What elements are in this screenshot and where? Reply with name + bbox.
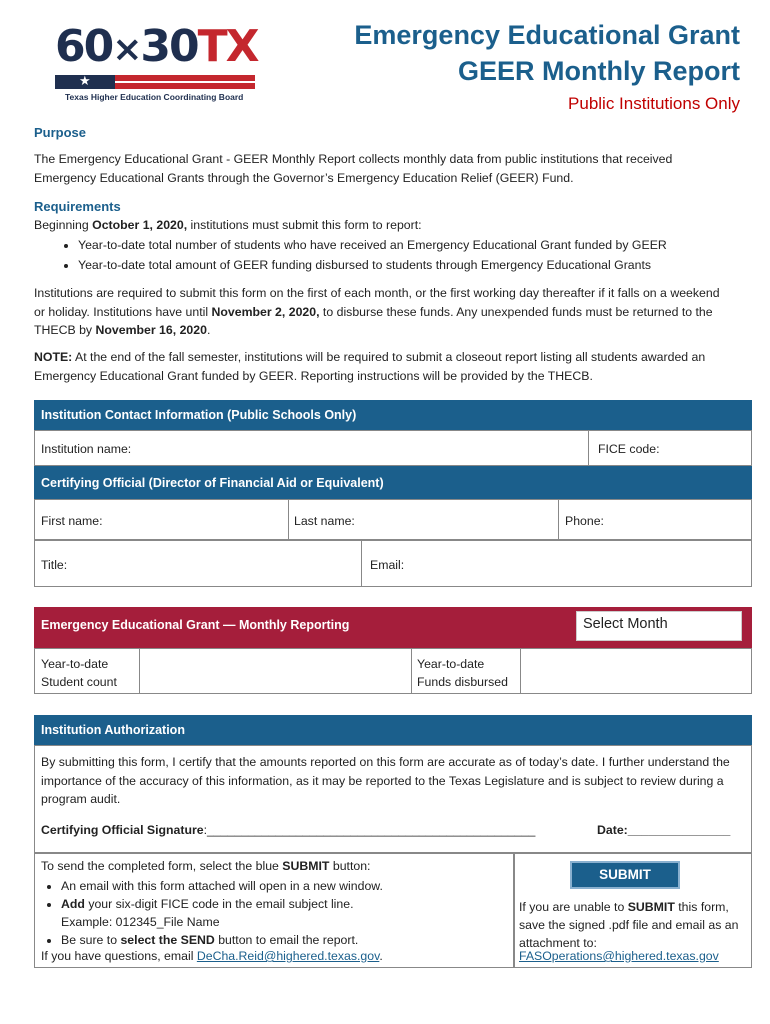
last-name-label: Last name: — [294, 514, 355, 528]
page-subtitle: Public Institutions Only — [568, 94, 740, 113]
first-name-label: First name: — [41, 514, 103, 528]
fas-operations-email-link[interactable]: FASOperations@highered.texas.gov — [519, 949, 719, 963]
first-name-field[interactable] — [107, 504, 285, 536]
authorization-text: By submitting this form, I certify that the amounts reported on this form are accurate as of today’s date. I further understand the importance of the accuracy of this information, as it may be reported to the Texas Legislature and is subject to review during a program audit. — [41, 755, 730, 806]
divider — [288, 500, 289, 539]
requirements-deadlines: Institutions are required to submit this form on the first of each month, or the first working day thereafter if it falls on a weekend or holiday. Institutions have until November 2, 2020, to disburse these funds. Any unexpended funds must be returned to the THECB by November 16, 2020. — [34, 286, 720, 337]
submit-instructions-box — [34, 853, 514, 968]
email-field[interactable] — [413, 545, 748, 583]
phone-label: Phone: — [565, 514, 604, 528]
submit-button[interactable]: SUBMIT — [570, 861, 680, 889]
questions-email-link[interactable]: DeCha.Reid@highered.texas.gov — [196, 949, 380, 963]
authorization-box — [34, 745, 752, 853]
note-paragraph: NOTE: At the end of the fall semester, institutions will be required to submit a closeout report listing all students awarded an Emergency Educational Grant funded by GEER. Reporting instructions will be provided by the THECB. — [34, 350, 706, 383]
official-contact-row — [34, 540, 752, 587]
page-title-line2: GEER Monthly Report — [458, 56, 740, 86]
logo-text-60: 60 — [55, 21, 113, 72]
funds-disbursed-field[interactable] — [522, 651, 750, 691]
official-name-row — [34, 499, 752, 540]
signature-line — [41, 823, 535, 837]
email-label: Email: — [370, 558, 405, 572]
divider — [588, 431, 589, 465]
phone-field[interactable] — [613, 504, 748, 536]
funds-disbursed-label: Year-to-date Funds disbursed — [417, 657, 508, 689]
list-item: • Add your six-digit FICE code in the email subject line. Example: 012345_File Name — [61, 895, 510, 931]
institution-name-field[interactable] — [145, 435, 585, 462]
logo-text-30: 30 — [140, 21, 198, 72]
instructions-intro: To send the completed form, select the blue SUBMIT button: — [41, 859, 371, 873]
list-item: • Be sure to select the SEND button to email the report. — [61, 931, 510, 949]
official-section-bar: Certifying Official (Director of Financial Aid or Equivalent) — [34, 466, 752, 499]
thecb-logo — [55, 22, 260, 104]
institution-name-label: Institution name: — [41, 442, 132, 456]
divider — [361, 541, 362, 586]
fice-code-label: FICE code: — [598, 442, 660, 456]
institution-row — [34, 430, 752, 466]
authorization-section-bar: Institution Authorization — [34, 715, 752, 745]
requirements-list — [34, 235, 734, 275]
unable-to-submit-text: If you are unable to SUBMIT this form, save the signed .pdf file and email as an attachment to: — [519, 900, 739, 950]
divider — [139, 649, 140, 693]
logo-board-name: Texas Higher Education Coordinating Board — [65, 92, 244, 102]
requirements-intro: Beginning October 1, 2020, institutions must submit this form to report: — [34, 218, 422, 232]
star-icon: ★ — [79, 73, 91, 88]
instructions-list — [35, 877, 510, 949]
divider — [411, 649, 412, 693]
signature-field[interactable]: :________________________________________________ — [203, 823, 536, 837]
requirements-heading: Requirements — [34, 199, 121, 214]
reporting-row — [34, 648, 752, 694]
list-item: • Year-to-date total amount of GEER funding disbursed to students through Emergency Educational Grants — [78, 255, 734, 275]
date-line — [597, 823, 730, 837]
student-count-label: Year-to-date Student count — [41, 657, 117, 689]
list-item: • Year-to-date total number of students who have received an Emergency Educational Grant funded by GEER — [78, 235, 734, 255]
date-field[interactable]: _______________ — [627, 823, 731, 837]
logo-text-tx: TX — [197, 21, 258, 72]
list-item: • An email with this form attached will open in a new window. — [61, 877, 510, 895]
fice-code-field[interactable] — [660, 435, 748, 462]
page-title-line1: Emergency Educational Grant — [354, 20, 740, 50]
last-name-field[interactable] — [360, 504, 555, 536]
logo-stripe — [55, 75, 255, 89]
contact-section-bar: Institution Contact Information (Public Schools Only) — [34, 400, 752, 430]
questions-line: If you have questions, email DeCha.Reid@highered.texas.gov. — [41, 949, 383, 963]
date-label: Date: — [597, 823, 628, 837]
submit-box — [514, 853, 752, 968]
reporting-section-title: Emergency Educational Grant — Monthly Reporting — [41, 618, 350, 632]
fas-operations-line — [519, 949, 719, 963]
title-field[interactable] — [77, 545, 357, 583]
divider — [520, 649, 521, 693]
purpose-heading: Purpose — [34, 125, 87, 140]
title-label: Title: — [41, 558, 68, 572]
select-month-dropdown[interactable]: Select Month — [576, 611, 742, 641]
student-count-field[interactable] — [141, 651, 409, 691]
logo-text-x: × — [112, 29, 141, 70]
purpose-text: The Emergency Educational Grant - GEER Monthly Report collects monthly data from public institutions that received Emergency Educational Grants through the Governor’s Emergency Education Relief (GEER) Fund. — [34, 152, 673, 185]
divider — [558, 500, 559, 539]
signature-label: Certifying Official Signature — [41, 823, 204, 837]
